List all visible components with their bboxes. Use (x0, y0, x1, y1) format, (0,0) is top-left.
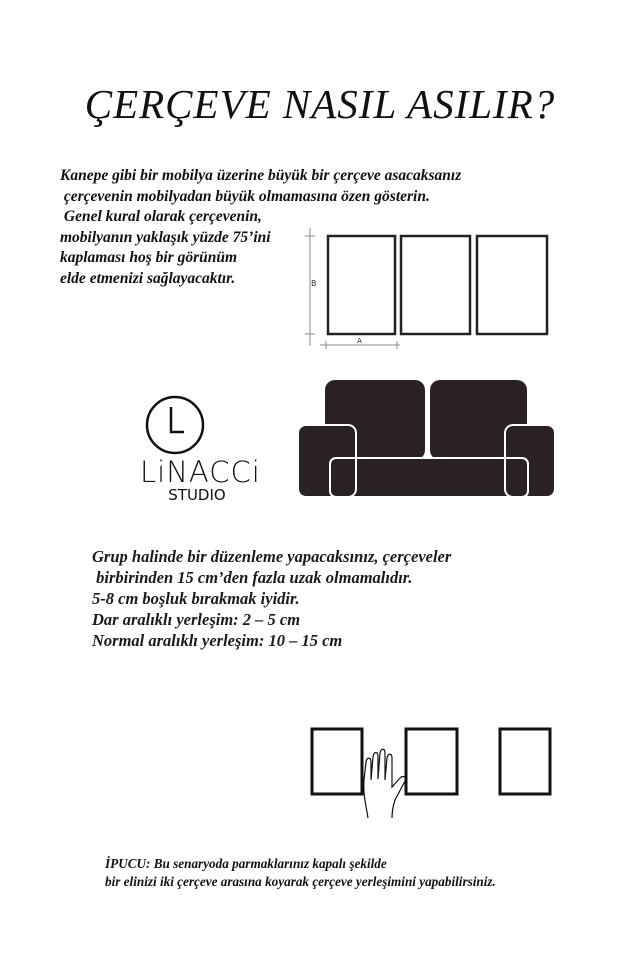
spacing-paragraph (92, 546, 451, 651)
logo-name: LiNACCi (140, 455, 261, 489)
spacing-line: Dar aralıklı yerleşim: 2 – 5 cm (92, 610, 301, 629)
intro-line: mobilyanın yaklaşık yüzde 75’ini (60, 228, 271, 246)
spacing-line: birbirinden 15 cm’den fazla uzak olmamalıdır. (92, 568, 413, 587)
sofa-icon (298, 380, 555, 497)
tip-line: İPUCU: Bu senaryoda parmaklarınız kapalı şekilde (105, 856, 387, 871)
intro-line: elde etmenizi sağlayacaktır. (60, 269, 236, 287)
intro-line: Genel kural olarak çerçevenin, (60, 208, 262, 226)
frame-outline (328, 236, 395, 334)
frame-outline (500, 729, 550, 794)
logo-subtitle: STUDIO (168, 486, 226, 504)
intro-line: kaplaması hoş bir görünüm (60, 249, 238, 267)
spacing-line: Normal aralıklı yerleşim: 10 – 15 cm (92, 631, 343, 650)
spacing-line: 5-8 cm boşluk bırakmak iyidir. (92, 589, 300, 608)
height-label: B (311, 279, 317, 288)
tip-paragraph (105, 855, 496, 891)
page-title: ÇERÇEVE NASIL ASILIR? (84, 81, 556, 127)
frame-outline (406, 729, 457, 794)
tip-line: bir elinizi iki çerçeve arasına koyarak çerçeve yerleşimini yapabilirsiniz. (105, 874, 496, 889)
logo-clock-icon (147, 397, 203, 453)
intro-line: Kanepe gibi bir mobilya üzerine büyük bir çerçeve asacaksanız (60, 167, 462, 184)
spacing-diagram (312, 729, 550, 818)
hand-icon (364, 749, 406, 818)
frame-outline (401, 236, 470, 334)
spacing-line: Grup halinde bir düzenleme yapacaksınız, çerçeveler (92, 547, 452, 566)
frame-size-diagram (305, 228, 547, 349)
intro-line: çerçevenin mobilyadan büyük olmamasına özen gösterin. (60, 187, 430, 205)
frame-outline (312, 729, 362, 794)
frame-outline (477, 236, 547, 334)
width-label: A (357, 337, 362, 345)
